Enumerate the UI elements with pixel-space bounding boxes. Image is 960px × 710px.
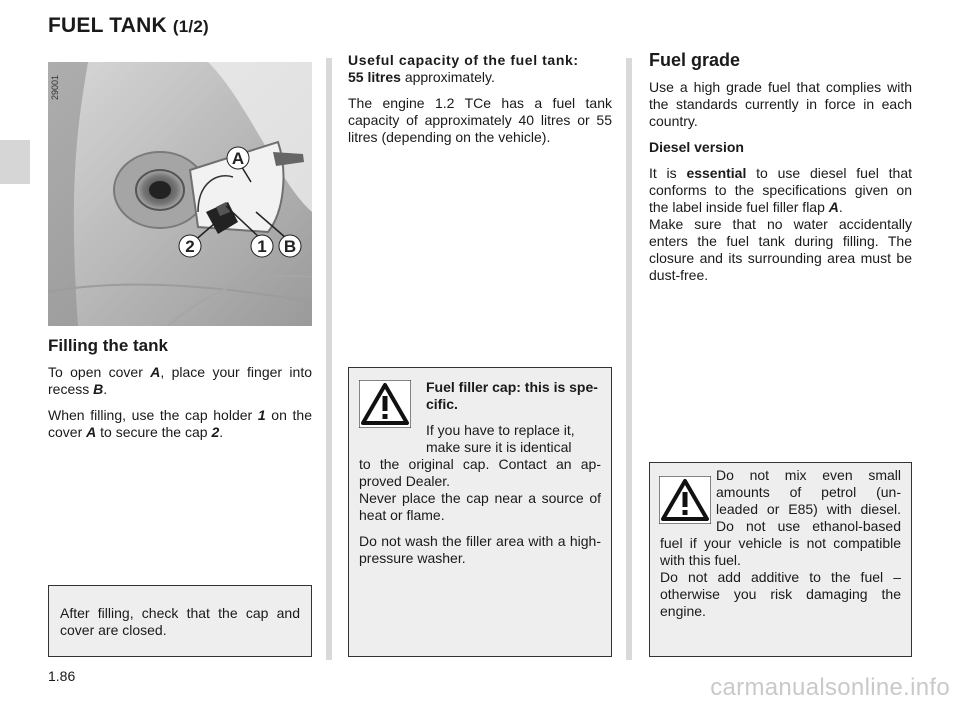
fuel-cap-warning-box [348, 367, 612, 657]
warning-triangle-icon [359, 380, 411, 428]
svg-text:A: A [231, 149, 245, 168]
filling-paragraph-1: To open cover A, place your finger into recess B. [48, 364, 312, 397]
note-text: After filling, check that the cap and cover are closed. [60, 605, 300, 638]
warning-triangle-icon [659, 476, 711, 524]
watermark: carmanualsonline.info [710, 674, 950, 701]
capacity-section [348, 52, 612, 155]
figure-code: 29001 [50, 74, 60, 100]
fuel-cap-warning-line-a: If you have to replace it, make sure it is identical [426, 422, 575, 455]
fuel-grade-paragraph-1: Use a high grade fuel that complies with the standards currently in force in each country. [649, 79, 912, 129]
callout-2 [179, 235, 201, 257]
fuel-flap-photo [48, 62, 312, 326]
diesel-warning-lines: Do not mix even small amounts of petrol (un- leaded or E85) with diesel. Do not use ethanol-based [716, 467, 901, 534]
filling-paragraph-2: When filling, use the cap holder 1 on the cover A to secure the cap 2. [48, 407, 312, 440]
note-box [48, 585, 312, 657]
filling-section [48, 336, 312, 450]
callout-b [279, 235, 301, 257]
diesel-version-heading: Diesel version [649, 139, 744, 155]
diesel-warning-box [649, 462, 912, 657]
callout-a [227, 147, 249, 169]
column-divider-left [326, 58, 332, 660]
diesel-paragraph: It is essential to use diesel fuel that conforms to the specifications given on the label inside fuel filler flap A. [649, 165, 912, 215]
fuel-cap-warning-body: to the original cap. Contact an ap-proved Dealer. Never place the cap near a source of heat or flame. [359, 456, 601, 523]
capacity-paragraph: Useful capacity of the fuel tank: 55 litres approximately. [348, 52, 579, 85]
fuel-grade-heading: Fuel grade [649, 50, 741, 70]
svg-text:1: 1 [257, 237, 267, 256]
svg-text:2: 2 [185, 237, 195, 256]
page-title-suffix: (1/2) [172, 17, 209, 36]
engine-capacity-paragraph: The engine 1.2 TCe has a fuel tank capacity of approximately 40 litres or 55 litres (depending on the vehicle). [348, 95, 612, 145]
chapter-tab [0, 140, 30, 184]
column-divider-right [626, 58, 632, 660]
water-paragraph: Make sure that no water accidentally enters the fuel tank during filling. The closure and its surrounding area must be dust-free. [649, 216, 912, 283]
fuel-cap-wash-warning: Do not wash the filler area with a high-pressure washer. [359, 533, 601, 566]
fuel-grade-section [649, 50, 912, 293]
svg-text:B: B [283, 237, 297, 256]
callout-1 [251, 235, 273, 257]
fuel-cap-warning-title: Fuel filler cap: this is spe- cific. [426, 379, 598, 412]
filling-heading: Filling the tank [48, 336, 168, 355]
page-title: FUEL TANK (1/2) [48, 14, 209, 37]
page-number: 1.86 [48, 668, 76, 684]
diesel-warning-body: fuel if your vehicle is not compatible with this fuel. Do not add additive to the fuel – otherwise you risk damaging the engine. [660, 535, 901, 619]
